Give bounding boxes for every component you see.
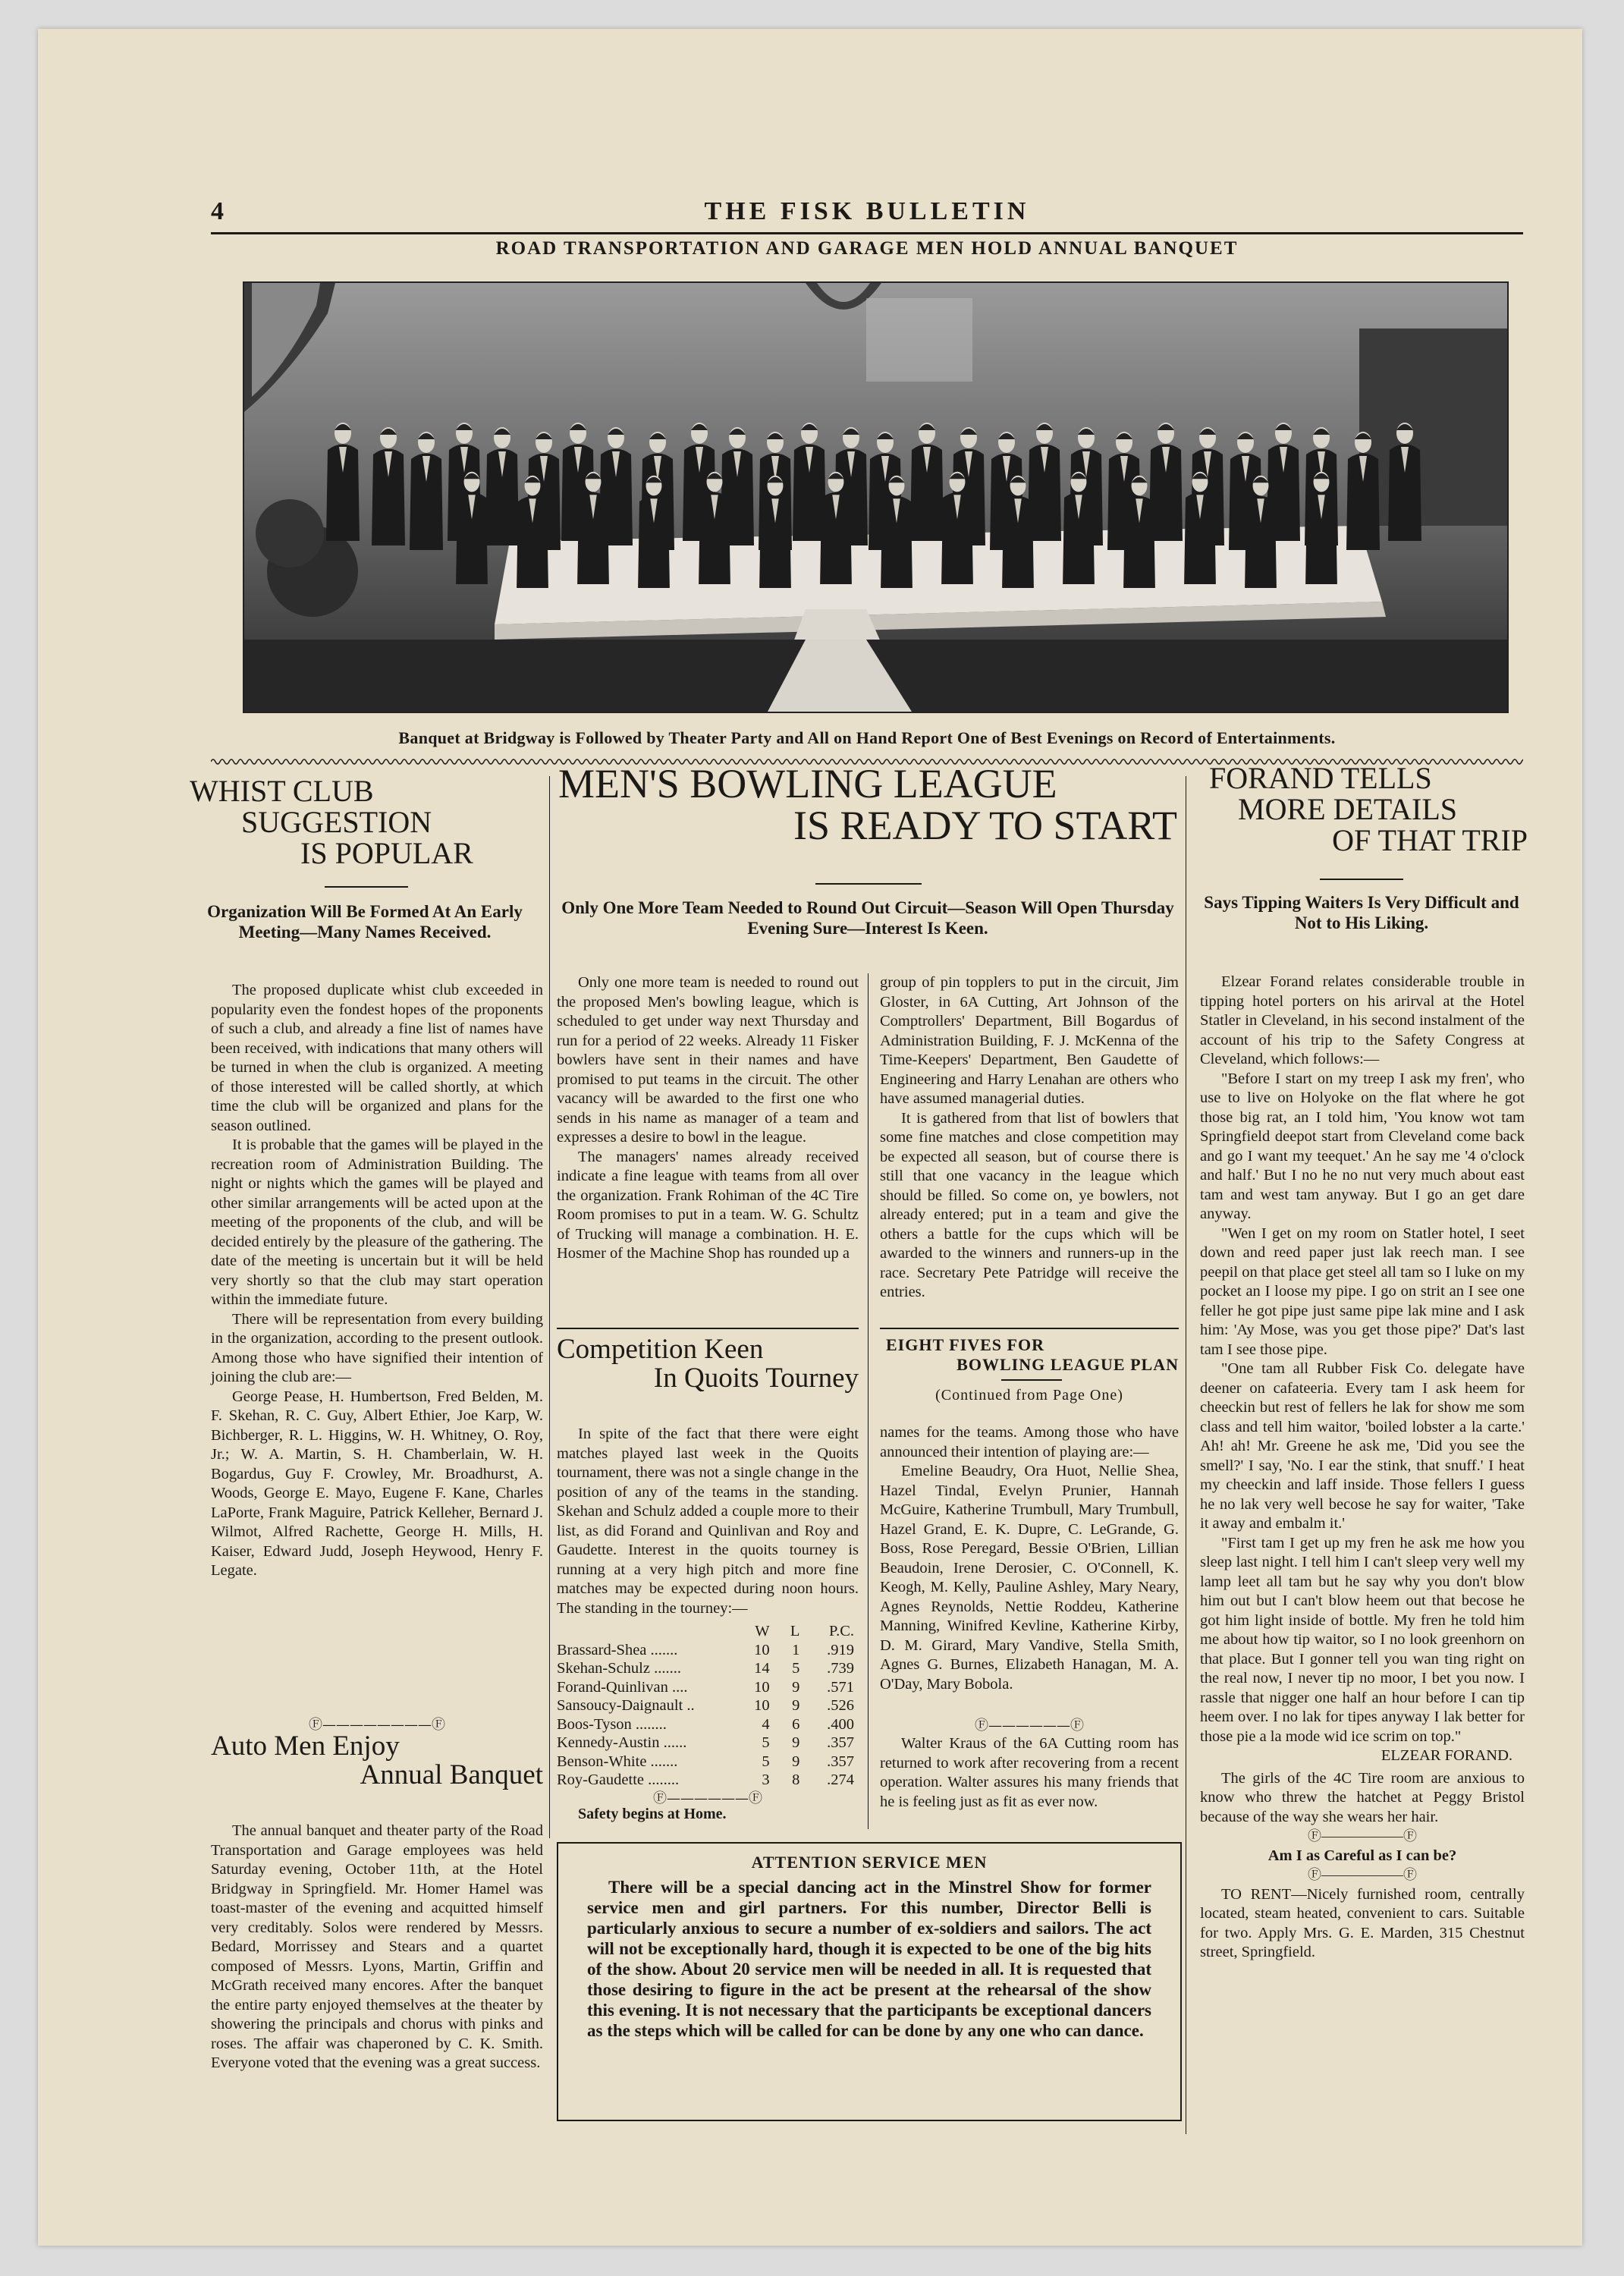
team-name: Brassard-Shea ....... [557, 1641, 678, 1658]
kraus-paragraph: Walter Kraus of the 6A Cutting room has returned to work after recovering from a recent operation. Walter assures his many friends that he is feeling just as fit as ever now. [880, 1735, 1179, 1810]
wins: 10 [754, 1678, 770, 1696]
losses: 9 [792, 1753, 800, 1770]
losses: 9 [792, 1734, 800, 1751]
masthead-rule [211, 232, 1523, 234]
forand-separator: Ⓕ——————Ⓕ [1308, 1828, 1417, 1844]
whist-paragraph: The proposed duplicate whist club exceeded in popularity even the fondest hopes of the proponents of such a club, and already a fine list of names have been received, with indications that many others will be turned in when the club is organized. A meeting of those interested will be called shortly, at which time the club will be organized and plans for the season outlined. [211, 982, 543, 1134]
standings-row [557, 1734, 859, 1753]
wins: 5 [762, 1753, 770, 1770]
bowling-headline-line-2: IS READY TO START [793, 803, 1177, 849]
whist-headline-line-1: WHIST CLUB [190, 774, 374, 808]
forand-headline-line-1: FORAND TELLS [1209, 761, 1432, 795]
whist-deck: Organization Will Be Formed At An Early Meeting—Many Names Received. [207, 902, 523, 942]
page-number: 4 [211, 197, 224, 225]
header-percentage: P.C. [828, 1623, 854, 1639]
standings-row [557, 1659, 859, 1678]
forand-headline-rule [1320, 879, 1403, 880]
forand-article-body [1200, 973, 1525, 1963]
forand-headline [1194, 763, 1528, 856]
losses: 1 [792, 1641, 800, 1658]
banner-headline: ROAD TRANSPORTATION AND GARAGE MEN HOLD ANNUAL BANQUET [495, 238, 1239, 259]
wins: 10 [754, 1641, 770, 1658]
team-name: Roy-Gaudette ........ [557, 1771, 680, 1788]
hatchet-item: The girls of the 4C Tire room are anxious to know who threw the hatchet at Peggy Bristol because of the way she wears her hair. [1200, 1769, 1525, 1825]
bowling-headline-line-1: MEN'S BOWLING LEAGUE [558, 761, 1057, 806]
attention-body: There will be a special dancing act in the Minstrel Show for former service men and girl partners. For this number, Director Belli is particularly anxious to secure a number of ex-soldiers and sailors. The act will not be exceptionally hard, though it is expected to be one of the big hits of the show. About 20 service men will be needed in all. It is requested that those desiring to figure in the act be present at the rehearsal of the show this evening. It is not necessary that the participants be exceptional dancers as the steps which will be called for can be done by any one who can dance. [587, 1878, 1151, 2040]
percentage: .571 [827, 1678, 854, 1696]
bowling-column-1 [557, 973, 859, 1264]
to-rent-ad: TO RENT—Nicely furnished room, centrally located, steam heated, convenient to cars. Suitable for two. Apply Mrs. G. E. Marden, 315 Chestnut street, Springfield. [1200, 1885, 1525, 1960]
percentage: .357 [827, 1734, 854, 1751]
forand-paragraph: Elzear Forand relates considerable trouble in tipping hotel porters on his arirval at the Hotel Statler in Cleveland, in his second instalment of the account of his trip to the Safety Congress at Cleveland, which follows:— [1200, 973, 1525, 1067]
attention-service-men-box [557, 1842, 1182, 2121]
quoits-headline-line-2: In Quoits Tourney [653, 1362, 859, 1394]
continued-note: (Continued from Page One) [935, 1387, 1123, 1404]
bowling-paragraph: The managers' names already received indicate a fine league with teams from all over the organization. Frank Rohiman of the 4C Tire Room promises to put in a team. W. G. Schultz of Trucking will manage a combination. H. E. Hosmer of the Machine Shop has rounded up a [557, 1148, 859, 1262]
forand-paragraph: "First tam I get up my fren he ask me how you sleep last night. I tell him I can't sleep very well my lamp leet all tam but he say why you don't blow him out but I can't blow heem out that becose he got him light inside of bottle. My fren he told him me about how tip waitor, so I no look greenhorn on that place. But I gonner tell you wan ting right on the real now, I never tip no moor, I bet you now. I rassle that nigger one half an hour before I can tip heem over. I no lak for tipes anyway I lak better for those pie a la mode wid ice scrim on top." [1200, 1534, 1525, 1745]
whist-paragraph: There will be representation from every building in the organization, according to the present outlook. Among those who have signified their intention of joining the club are:— [211, 1310, 543, 1385]
wins: 3 [762, 1771, 770, 1788]
auto-headline-line-2: Annual Banquet [360, 1759, 543, 1790]
standings-row [557, 1696, 859, 1715]
bowling-paragraph: group of pin topplers to put in the circuit, Jim Gloster, in 6A Cutting, Art Johnson of the Comptrollers' Department, Bill Bogardus of Administration Building, F. J. McKenna of the Time-Keepers' Department, Ben Gaudette of Engineering and Harry Lenahan are others who have assumed managerial duties. [880, 974, 1179, 1107]
percentage: .919 [827, 1641, 854, 1658]
bowling-paragraph: Only one more team is needed to round out the proposed Men's bowling league, which is scheduled to get under way next Thursday and run for a period of 22 weeks. Already 11 Fisker bowlers have sent in their names and have promised to put teams in the circuit. The other vacancy will be awarded to the first one who sends in his name as manager of a team and expresses a desire to bowl in the league. [557, 974, 859, 1146]
losses: 6 [792, 1715, 800, 1733]
quoits-top-rule [557, 1328, 859, 1329]
column-rule-middle [868, 973, 869, 1829]
percentage: .739 [827, 1660, 854, 1677]
bowling-deck: Only One More Team Needed to Round Out Circuit—Season Will Open Thursday Evening Sure—Interest Is Keen. [561, 898, 1174, 938]
percentage: .400 [827, 1715, 854, 1733]
losses: 9 [792, 1678, 800, 1696]
eight-fives-article-body [880, 1423, 1179, 1694]
percentage: .274 [827, 1771, 854, 1788]
standings-row [557, 1641, 859, 1660]
team-name: Boos-Tyson ........ [557, 1715, 667, 1733]
wins: 5 [762, 1734, 770, 1751]
forand-signature: ELZEAR FORAND. [1381, 1747, 1512, 1764]
forand-paragraph: "One tam all Rubber Fisk Co. delegate have deener on cafateeria. Every tam I ask heem for cheeckin but rest of fellers he lak for show me som class and tell him waitor, 'boiled lobster a la carte.' Ah! ah! Mr. Greene he ask me, 'Did you see the smell?' I say, 'No. I ear the stink, that snuff.' I heat my cheeckin and laff inside. Those fellers I guess he no lak very well becose he say for waiter, 'Take it away and embalm it.' [1200, 1360, 1525, 1532]
bowling-headline [557, 763, 1179, 847]
header-losses: L [790, 1623, 800, 1639]
percentage: .526 [827, 1697, 854, 1714]
percentage: .357 [827, 1753, 854, 1770]
kraus-item [880, 1734, 1179, 1812]
whist-paragraph: It is probable that the games will be played in the recreation room of Administration Building. The night or nights which the games will be played and other similar arrangements will be acted upon at the meeting of the proponents of the club, and will be decided entirely by the pleasure of the gathering. The date of the meeting is uncertain but it will be held very shortly so that the club may start operation within the immediate future. [211, 1136, 543, 1308]
wins: 10 [754, 1697, 770, 1714]
standings-row [557, 1678, 859, 1697]
forand-headline-line-3: OF THAT TRIP [1332, 822, 1528, 857]
bowling-headline-rule [815, 883, 922, 885]
quoits-headline [557, 1335, 859, 1392]
whist-headline [190, 776, 540, 869]
auto-headline-line-1: Auto Men Enjoy [211, 1731, 400, 1762]
wins: 14 [754, 1660, 770, 1677]
team-name: Kennedy-Austin ...... [557, 1734, 687, 1751]
standings-row [557, 1771, 859, 1790]
forand-paragraph: "Wen I get on my room on Statler hotel, I seet down and reed paper just lak reech man. I see peepil on that place get steel all tam so I luke on my pocket an I loose my pipe. I go on strit an I see one feller he got pipe just same pipe lak mine and I ask him: 'Ay Mose, was you get those pipe?' Dat's last tam I see those pipe. [1200, 1224, 1525, 1358]
team-name: Sansoucy-Daignault .. [557, 1697, 695, 1714]
eight-fives-headline-rule [1001, 1379, 1062, 1381]
bowling-column-2 [880, 973, 1179, 1303]
forand-separator: Ⓕ——————Ⓕ [1308, 1867, 1417, 1882]
eight-fives-top-rule [880, 1328, 1179, 1329]
auto-paragraph: The annual banquet and theater party of the Road Transportation and Garage employees was held Saturday evening, October 11th, at the Hotel Bridgway in Springfield. Mr. Homer Hamel was toast-master of the evening and acquitted himself very creditably. Solos were rendered by Messrs. Bedard, Morrissey and Stears and a quartet composed of Messrs. Lyons, Martin, Griffin and McGrath received many encores. After the banquet the entire party enjoyed themselves at the theater by showering the principals and chorus with pinks and roses. The affair was chaperoned by C. K. Smith. Everyone voted that the evening was a great success. [211, 1822, 543, 2071]
whist-paragraph: George Pease, H. Humbertson, Fred Belden, M. F. Skehan, R. C. Guy, Albert Ethier, Joe Karp, W. Bichberger, R. L. Higgins, W. H. Whitney, O. Roy, Jr.; W. A. Martin, S. H. Chamberlain, W. H. Bogardus, Guy F. Crowley, Mr. Broadhurst, A. Woods, George E. Mayo, Eugene F. Kane, Charles LaPorte, Frank Maguire, Patrick Kelleher, Bernard J. Wilmot, Alfred Rachette, George H. Mills, H. Kaiser, Edward Judd, Joseph Heywood, Henry F. Legate. [211, 1388, 543, 1579]
quoits-separator: Ⓕ——————Ⓕ [653, 1790, 762, 1806]
photo-caption: Banquet at Bridgway is Followed by Theater Party and All on Hand Report One of Best Evenings on Record of Entertainments. [398, 728, 1336, 747]
column-rule-1 [549, 776, 550, 1838]
eight-fives-headline-line-1: EIGHT FIVES FOR [886, 1335, 1044, 1354]
whist-headline-line-2: SUGGESTION [241, 804, 432, 839]
auto-headline [211, 1732, 543, 1789]
bowling-paragraph: It is gathered from that list of bowlers that some fine matches and close competition may be expected all season, but of course there is still that one vacancy in the league which should be filled. So come on, ye bowlers, not already entered; put in a team and give the others a battle for the cups which will be awarded to the winners and runners-up in the race. Secretary Pete Patridge will receive the entries. [880, 1109, 1179, 1300]
quoits-standings-table [557, 1622, 859, 1790]
losses: 8 [792, 1771, 800, 1788]
newspaper-page [38, 29, 1582, 2246]
auto-article-body [211, 1822, 543, 2073]
team-name: Skehan-Schulz ....... [557, 1660, 681, 1677]
header-wins: W [755, 1623, 770, 1639]
losses: 5 [792, 1660, 800, 1677]
standings-row [557, 1715, 859, 1734]
banquet-photo-illustration [244, 283, 1507, 712]
eight-fives-headline-line-2: BOWLING LEAGUE PLAN [956, 1355, 1179, 1374]
forand-paragraph: "Before I start on my treep I ask my fren', who use to live on Holyoke on the flat where he got those big rat, an I told him, 'You know wot tam Springfield deepot start from Cleveland come back and go I want my teequet.' An he say me '4 o'clock and half.' But I no he no nut very much about east tam and west tam anyway. But I go an get dare anyway. [1200, 1070, 1525, 1222]
whist-headline-line-3: IS POPULAR [300, 835, 473, 870]
standings-header-row [557, 1622, 859, 1641]
whist-separator: Ⓕ————————Ⓕ [309, 1717, 445, 1733]
standings-row [557, 1753, 859, 1771]
forand-deck: Says Tipping Waiters Is Very Difficult and Not to His Liking. [1204, 893, 1519, 932]
eight-fives-separator: Ⓕ——————Ⓕ [975, 1718, 1084, 1734]
eight-fives-paragraph: Emeline Beaudry, Ora Huot, Nellie Shea, Hazel Tindal, Evelyn Prunier, Hannah McGuire, Katherine Trumbull, Mary Trumbull, Hazel Grand, E. K. Dupre, C. LeGrande, G. Boss, Rose Peregard, Bessie O'Brien, Lillian Beaudoin, Irene Derosier, C. O'Connell, K. Keogh, M. Kelly, Pauline Ashley, Mary Neary, Agnes Reynolds, Nettie Roddeu, Katherine Manning, Winifred Kevline, Katherine Kirby, D. M. Girard, Mary Vandive, Stella Smith, Agnes G. Burnes, Elizabeth Hanagan, M. A. O'Day, Mary Bobola. [880, 1463, 1179, 1693]
masthead [211, 197, 1523, 226]
whist-headline-rule [325, 886, 408, 888]
team-name: Benson-White ....... [557, 1753, 678, 1770]
wins: 4 [762, 1715, 770, 1733]
team-name: Forand-Quinlivan .... [557, 1678, 688, 1696]
quoits-headline-line-1: Competition Keen [557, 1334, 764, 1365]
careful-slogan: Am I as Careful as I can be? [1267, 1847, 1457, 1864]
whist-article-body [211, 981, 543, 1581]
newspaper-title: THE FISK BULLETIN [704, 197, 1030, 225]
safety-slogan: Safety begins at Home. [578, 1806, 727, 1822]
losses: 9 [792, 1697, 800, 1714]
eight-fives-headline [880, 1335, 1179, 1375]
forand-headline-line-2: MORE DETAILS [1238, 791, 1458, 826]
banquet-photo [243, 281, 1509, 713]
quoits-paragraph: In spite of the fact that there were eight matches played last week in the Quoits tournament, there was not a single change in the position of any of the teams in the standing. Skehan and Schulz added a couple more to their list, as did Forand and Quinlivan and Roy and Gaudette. Interest in the quoits tourney is running at a very high pitch and more fine matches may be expected during noon hours. The standing in the tourney:— [557, 1426, 859, 1617]
quoits-article-body [557, 1425, 859, 1618]
attention-title: ATTENTION SERVICE MEN [751, 1853, 988, 1872]
eight-fives-paragraph: names for the teams. Among those who have announced their intention of playing are:— [880, 1424, 1179, 1460]
